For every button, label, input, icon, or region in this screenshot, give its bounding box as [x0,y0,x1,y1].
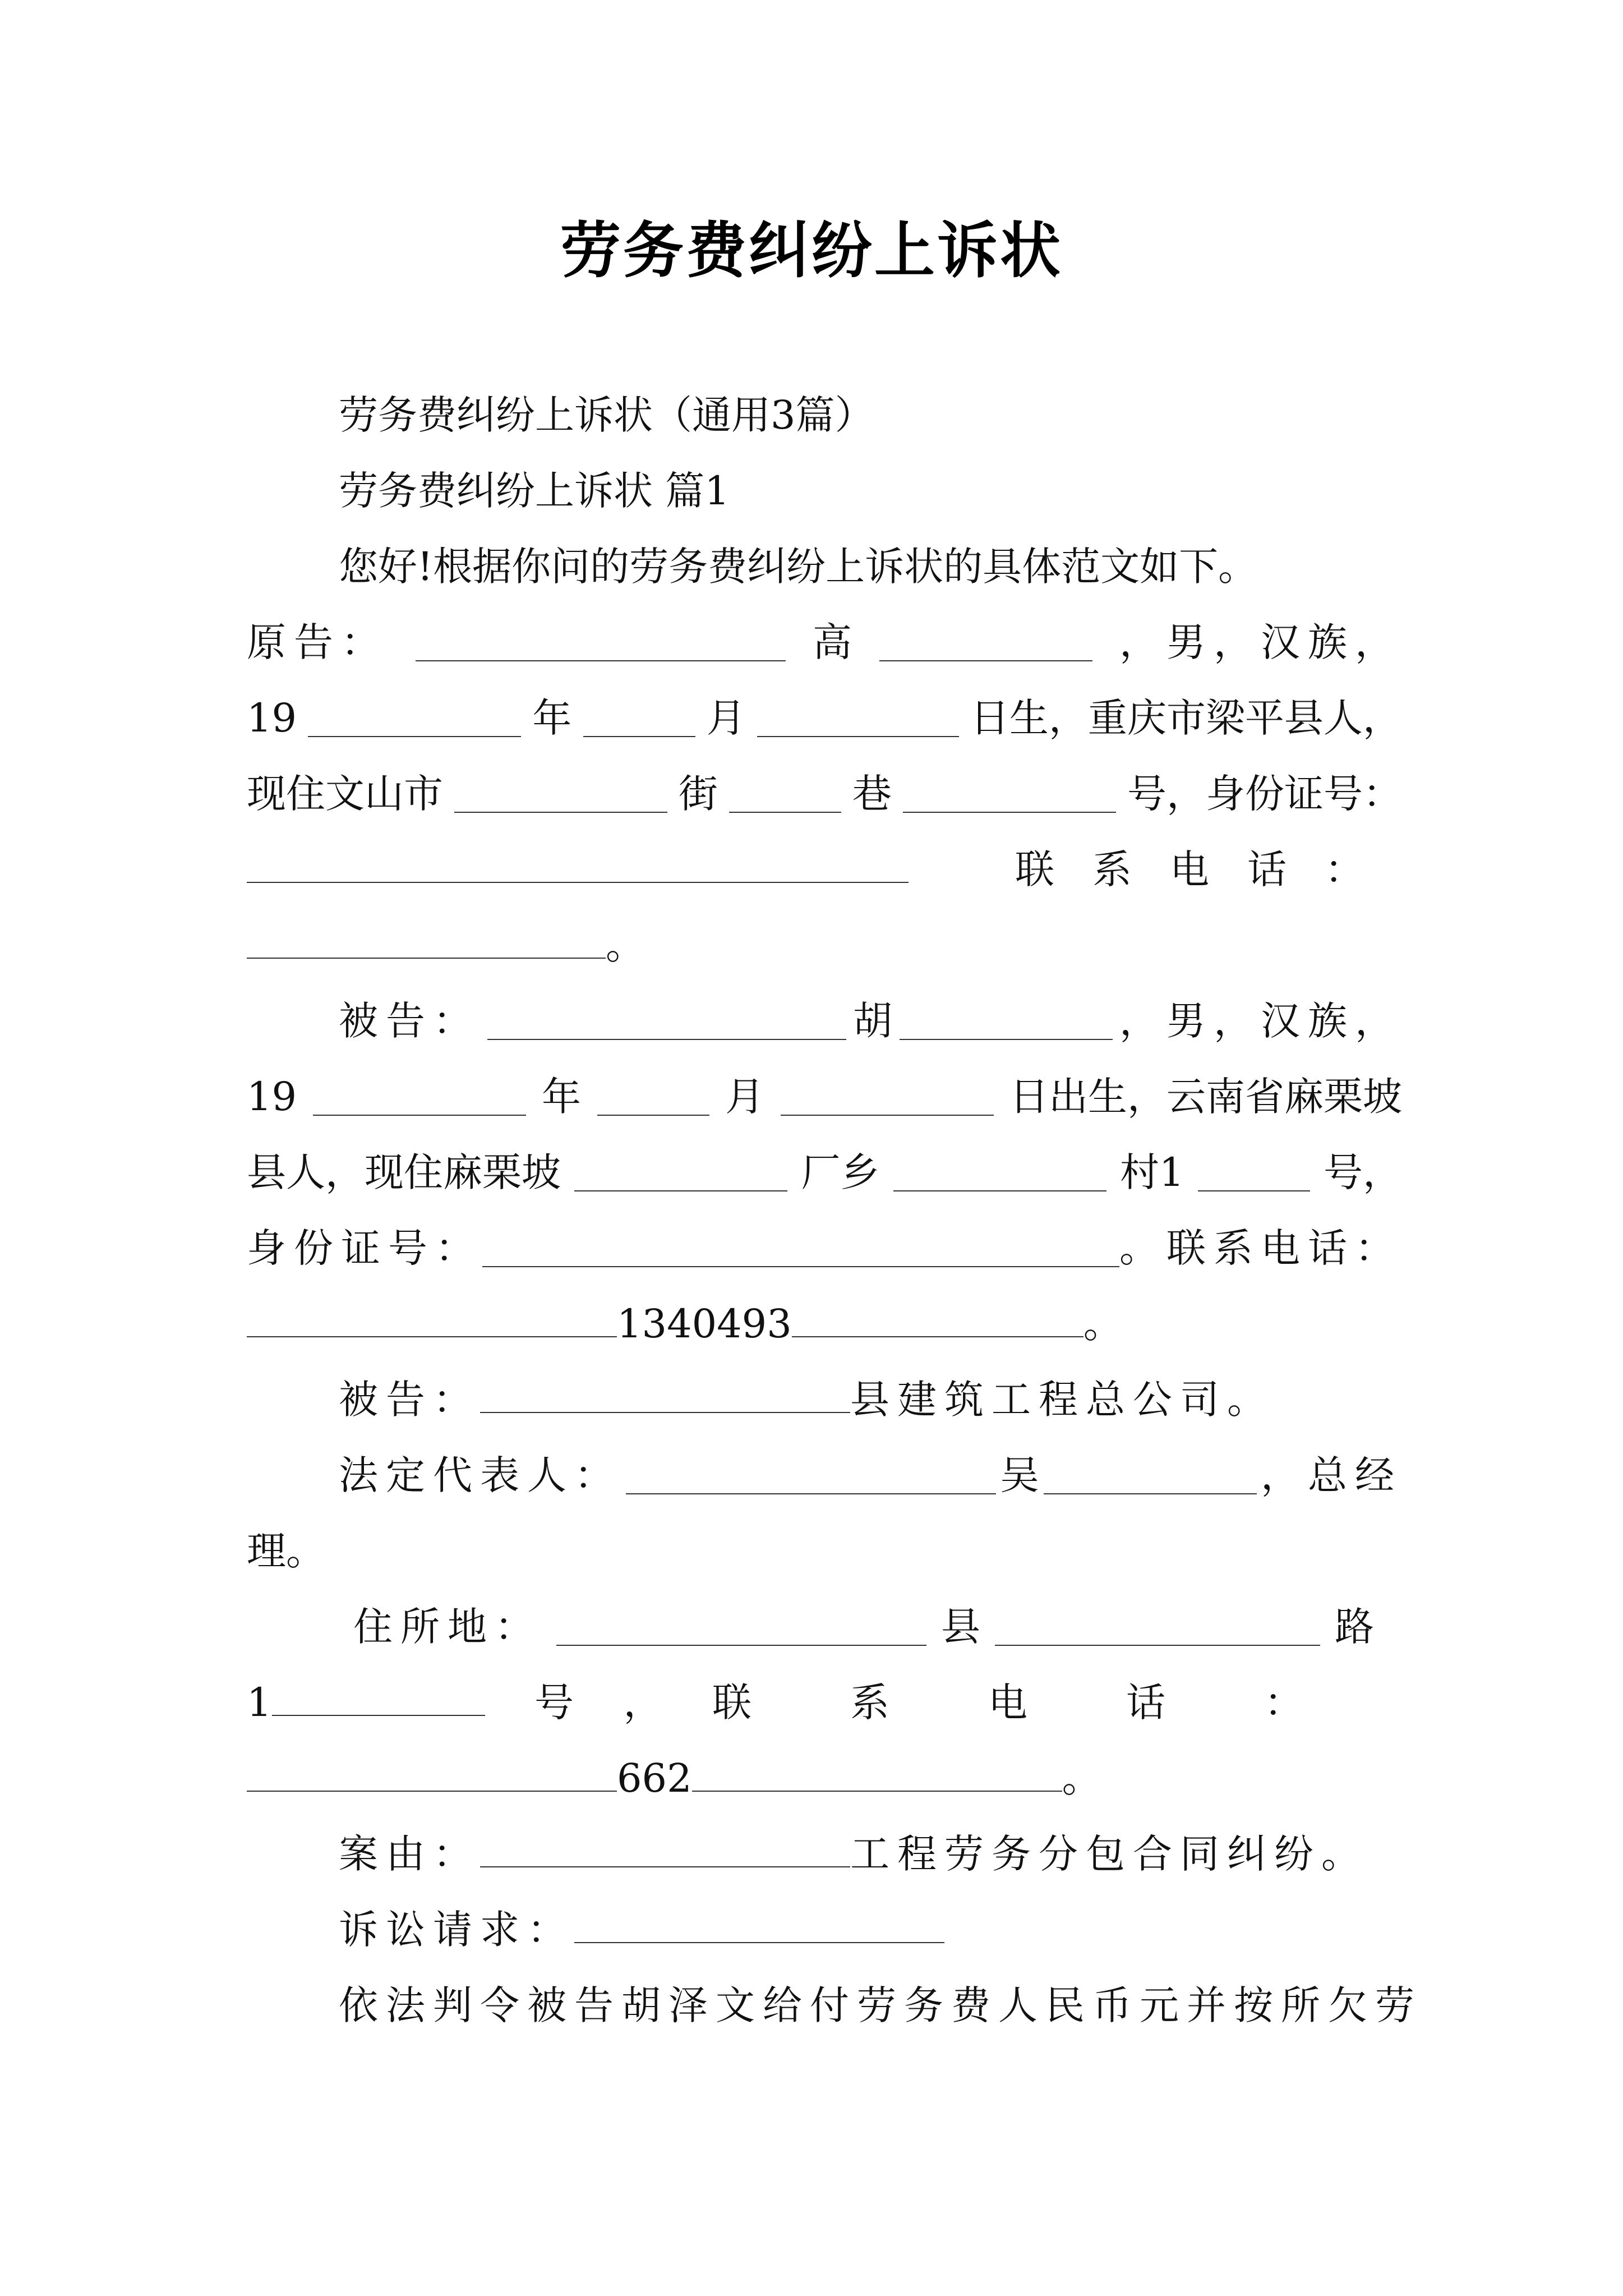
defendant1-line-3 [247,1139,1402,1206]
defendant1-line-1 [339,987,1402,1055]
blank-field [247,845,909,883]
claims-text [339,1972,1422,2039]
year-label: 年 [542,1074,582,1120]
blank-field [272,1678,485,1716]
blank-field [626,1456,996,1494]
case-label: 案由： [339,1831,480,1877]
rep-title-end: 理。 [247,1528,325,1574]
blank-field [995,1608,1320,1646]
blank-field [308,699,521,737]
blank-field [482,1229,1119,1267]
defendant1-line-2 [247,1063,1402,1130]
blank-field [781,1078,994,1116]
plaintiff-surname: 高 [813,619,852,665]
plaintiff-line-5 [247,912,1402,979]
blank-field [247,1754,617,1792]
lane-label: 巷 [852,771,892,817]
line-end: 。 [1062,1755,1101,1801]
num-suffix: 号 [534,1680,574,1726]
document-title: 劳务费纠纷上诉状 [560,216,1063,286]
number-suffix: 号， [1323,1149,1402,1195]
blank-field [247,921,606,959]
address-prefix: 县人，现住麻栗坡 [247,1149,561,1195]
blank-field [416,623,786,661]
num-prefix: 1 [247,1680,272,1726]
case-text: 工程劳务分包合同纠纷。 [850,1831,1368,1877]
town-label: 厂乡 [801,1149,880,1195]
defendant2-line-4 [353,1593,1374,1660]
blank-field [879,623,1092,661]
plaintiff-line-4 [247,836,1402,903]
rep-surname: 吴 [1000,1452,1039,1498]
blank-field [454,775,667,813]
blank-field [556,1608,926,1646]
defendant1-gender: ，男，汉族， [1119,998,1402,1044]
defendant2-label: 被告： [339,1377,480,1423]
blank-field [1044,1456,1257,1494]
defendant1-label: 被告： [339,998,480,1044]
birth-prefix: 19 [247,1074,297,1120]
blank-field [480,1829,850,1867]
blank-field [1198,1153,1310,1191]
blank-field [692,1754,1062,1792]
defendant2-line-1 [339,1366,1402,1433]
blank-field [893,1153,1106,1191]
blank-field [792,1299,1083,1337]
plaintiff-line-2 [247,684,1402,752]
month-label: 月 [725,1074,765,1120]
county-label: 县 [941,1604,980,1650]
blank-field [583,699,695,737]
phone-label: 。联系电话： [1119,1225,1402,1271]
month-label: 月 [706,695,746,741]
defendant2-line-2 [339,1442,1402,1509]
claims-body: 依法判令被告胡泽文给付劳务费人民币元并按所欠劳 [339,1982,1422,2028]
road-label: 路 [1335,1604,1374,1650]
section-heading: 劳务费纠纷上诉状 篇1 [339,468,730,514]
phone-label: 联系电话： [712,1680,1402,1726]
defendant2-line-6 [247,1745,1402,1812]
rep-label: 法定代表人： [339,1452,621,1498]
blank-field [480,1375,850,1413]
blank-field [247,1299,617,1337]
id-label: 身份证号： [247,1225,482,1271]
defendant2-name: 县建筑工程总公司。 [850,1377,1274,1423]
plaintiff-label: 原告： [247,619,388,665]
defendant2-line-3 [247,1517,1402,1585]
id-label: 号，身份证号： [1127,771,1402,817]
defendant1-surname: 胡 [853,998,892,1044]
claims-line [339,1896,1402,1963]
rep-title: ，总经 [1261,1452,1402,1498]
plaintiff-line-3 [247,760,1402,827]
phone-label: 联系电话： [1015,846,1402,892]
blank-field [757,699,959,737]
year-label: 年 [532,695,572,741]
blank-field [729,775,841,813]
blank-field [903,775,1116,813]
comma: ， [623,1680,663,1726]
defendant2-phone: 662 [617,1755,692,1801]
birth-prefix: 19 [247,695,297,741]
line-end: 。 [606,922,645,968]
birth-suffix: 日生，重庆市梁平县人， [970,695,1402,741]
plaintiff-gender: ，男，汉族， [1119,619,1402,665]
street-label: 街 [679,771,718,817]
claims-label: 诉讼请求： [339,1907,574,1953]
defendant2-line-5 [247,1669,1402,1736]
address-prefix: 现住文山市 [247,771,443,817]
blank-field [313,1078,526,1116]
defendant1-line-4 [247,1214,1402,1282]
blank-field [597,1078,709,1116]
blank-field [487,1002,846,1040]
blank-field [900,1002,1113,1040]
line-end: 。 [1083,1301,1123,1347]
subtitle: 劳务费纠纷上诉状（通用3篇） [339,392,874,438]
address-label: 住所地： [353,1604,542,1650]
greeting: 您好!根据你问的劳务费纠纷上诉状的具体范文如下。 [339,544,1258,590]
plaintiff-line-1 [247,609,1402,676]
case-line [339,1820,1402,1888]
defendant1-line-5 [247,1290,1402,1358]
village-label: 村1 [1119,1149,1184,1195]
birth-suffix: 日出生，云南省麻栗坡 [1009,1074,1402,1120]
defendant1-phone: 1340493 [617,1301,792,1347]
blank-field [574,1905,944,1943]
blank-field [574,1153,787,1191]
